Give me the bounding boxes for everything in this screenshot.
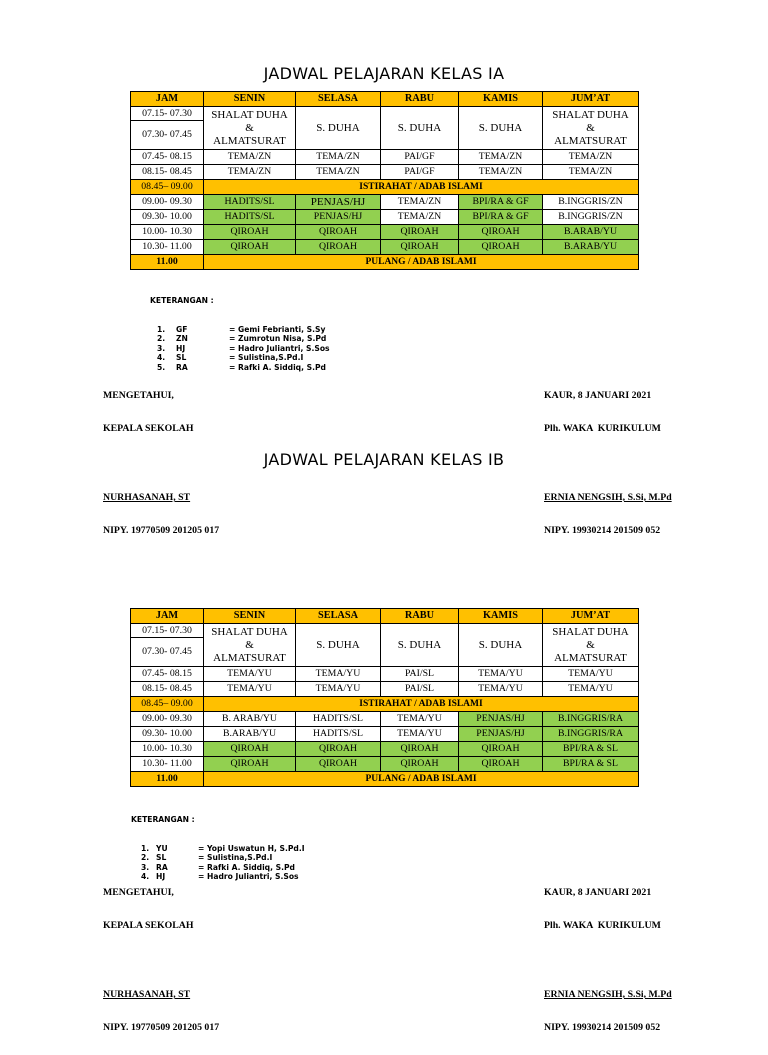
subject-cell: TEMA/YU — [296, 682, 381, 697]
subject-cell: BPI/RA & GF — [459, 210, 543, 225]
subject-cell: TEMA/ZN — [459, 150, 543, 165]
legend-number: 1. — [157, 324, 166, 334]
legend-item — [131, 853, 305, 863]
subject-cell: PAI/GF — [381, 165, 459, 180]
legend-item — [150, 353, 330, 363]
subject-cell: BPI/RA & SL — [543, 757, 639, 772]
subject-cell: QIROAH — [204, 757, 296, 772]
subject-cell: QIROAH — [381, 240, 459, 255]
schedule-table — [130, 608, 639, 787]
legend-name: = Hadro Juliantri, S.Sos — [198, 872, 299, 881]
time-cell: 10.30- 11.00 — [131, 757, 204, 772]
subject-cell: PENJAS/HJ — [459, 712, 543, 727]
signatory-id: NIPY. 19770509 201205 017 — [103, 525, 220, 536]
break-row — [131, 255, 639, 270]
opening-activity-cell: SHALAT DUHA & ALMATSURAT — [204, 107, 296, 150]
subject-cell: QIROAH — [381, 742, 459, 757]
legend-code: YU — [156, 843, 168, 853]
signature-acknowledgement: MENGETAHUI, — [103, 887, 174, 898]
column-header-jumat: JUM’AT — [543, 609, 639, 624]
table-body — [131, 624, 639, 787]
opening-activity-cell: S. DUHA — [296, 624, 381, 667]
legend-number: 4. — [141, 872, 150, 881]
break-label: PULANG / ADAB ISLAMI — [204, 255, 639, 270]
signature-acknowledgement: MENGETAHUI, — [103, 390, 174, 401]
legend-number: 2. — [157, 334, 166, 343]
subject-cell: TEMA/YU — [543, 682, 639, 697]
opening-activity-cell: S. DUHA — [296, 107, 381, 150]
signatory-name: NURHASANAH, ST — [103, 492, 191, 503]
subject-cell: TEMA/ZN — [296, 150, 381, 165]
subject-cell: TEMA/ZN — [204, 150, 296, 165]
opening-activity-cell: S. DUHA — [381, 107, 459, 150]
subject-cell: PENJAS/HJ — [296, 195, 381, 210]
legend-code: ZN — [176, 334, 188, 343]
time-cell: 10.00- 10.30 — [131, 742, 204, 757]
subject-cell: B.INGGRIS/ZN — [543, 195, 639, 210]
column-header-selasa: SELASA — [296, 609, 381, 624]
subject-cell: TEMA/YU — [204, 667, 296, 682]
legend-number: 3. — [157, 343, 166, 353]
legend-code: RA — [156, 862, 168, 872]
time-cell: 08.15- 08.45 — [131, 682, 204, 697]
table-head — [131, 92, 639, 107]
subject-cell: QIROAH — [296, 757, 381, 772]
subject-cell: BPI/RA & SL — [543, 742, 639, 757]
signature-place-date: KAUR, 8 JANUARI 2021 — [544, 390, 652, 401]
subject-cell: QIROAH — [204, 225, 296, 240]
subject-cell: TEMA/ZN — [204, 165, 296, 180]
signature-position: KEPALA SEKOLAH — [103, 920, 194, 931]
legend-code: SL — [176, 353, 187, 362]
subject-cell: TEMA/YU — [459, 667, 543, 682]
subject-cell: HADITS/SL — [296, 727, 381, 742]
lesson-row — [131, 165, 639, 180]
legend-item — [131, 844, 305, 854]
time-cell: 07.15- 07.30 — [131, 107, 204, 121]
subject-cell: B.ARAB/YU — [543, 240, 639, 255]
legend-code: HJ — [176, 343, 186, 353]
subject-cell: QIROAH — [459, 225, 543, 240]
column-header-senin: SENIN — [204, 92, 296, 107]
time-cell: 09.30- 10.00 — [131, 727, 204, 742]
subject-cell: QIROAH — [459, 240, 543, 255]
lesson-row — [131, 210, 639, 225]
legend-item — [150, 334, 330, 344]
lesson-row — [131, 225, 639, 240]
subject-cell: B.INGGRIS/RA — [543, 712, 639, 727]
subject-cell: TEMA/ZN — [381, 210, 459, 225]
time-cell: 10.00- 10.30 — [131, 225, 204, 240]
subject-cell: QIROAH — [459, 757, 543, 772]
opening-activity-cell: SHALAT DUHA & ALMATSURAT — [543, 624, 639, 667]
subject-cell: HADITS/SL — [204, 210, 296, 225]
subject-cell: TEMA/ZN — [381, 195, 459, 210]
subject-cell: TEMA/YU — [204, 682, 296, 697]
subject-cell: TEMA/ZN — [459, 165, 543, 180]
legend-name: = Yopi Uswatun H, S.Pd.I — [198, 843, 305, 853]
legend-name: = Hadro Juliantri, S.Sos — [229, 343, 330, 353]
subject-cell: QIROAH — [381, 757, 459, 772]
lesson-row — [131, 757, 639, 772]
time-cell: 07.45- 08.15 — [131, 667, 204, 682]
legend-name: = Sulistina,S.Pd.I — [198, 853, 273, 862]
legend-code: RA — [176, 362, 188, 372]
subject-cell: HADITS/SL — [296, 712, 381, 727]
subject-cell: B.INGGRIS/ZN — [543, 210, 639, 225]
signatory-name: NURHASANAH, ST — [103, 989, 191, 1000]
legend-number: 2. — [141, 853, 150, 862]
table-head — [131, 609, 639, 624]
time-cell: 07.30- 07.45 — [131, 121, 204, 150]
signatory-id: NIPY. 19930214 201509 052 — [544, 525, 661, 536]
time-cell: 08.45– 09.00 — [131, 697, 204, 712]
subject-cell: PAI/SL — [381, 682, 459, 697]
time-cell: 08.45– 09.00 — [131, 180, 204, 195]
legend-name: = Rafki A. Siddiq, S.Pd — [198, 862, 295, 872]
subject-cell: B.INGGRIS/RA — [543, 727, 639, 742]
signatory-name: ERNIA NENGSIH, S.Si, M.Pd — [544, 492, 672, 503]
subject-cell: QIROAH — [296, 240, 381, 255]
subject-cell: QIROAH — [296, 225, 381, 240]
subject-cell: BPI/RA & GF — [459, 195, 543, 210]
column-header-kamis: KAMIS — [459, 92, 543, 107]
lesson-row — [131, 150, 639, 165]
subject-cell: TEMA/YU — [381, 727, 459, 742]
opening-activity-cell: S. DUHA — [459, 107, 543, 150]
subject-cell: PAI/GF — [381, 150, 459, 165]
legend-number: 5. — [157, 362, 166, 372]
subject-cell: QIROAH — [459, 742, 543, 757]
column-header-selasa: SELASA — [296, 92, 381, 107]
lesson-row — [131, 667, 639, 682]
subject-cell: QIROAH — [296, 742, 381, 757]
legend-name: = Gemi Febrianti, S.Sy — [229, 324, 326, 334]
lesson-row — [131, 682, 639, 697]
schedule-table — [130, 91, 639, 270]
legend-heading: KETERANGAN : — [150, 296, 214, 305]
legend-number: 1. — [141, 843, 150, 853]
time-cell: 07.15- 07.30 — [131, 624, 204, 638]
subject-cell: B.ARAB/YU — [204, 727, 296, 742]
opening-activity-cell: S. DUHA — [459, 624, 543, 667]
column-header-rabu: RABU — [381, 609, 459, 624]
legend-number: 3. — [141, 862, 150, 872]
schedule-title: JADWAL PELAJARAN KELAS IB — [263, 450, 505, 469]
column-header-senin: SENIN — [204, 609, 296, 624]
schedule-title: JADWAL PELAJARAN KELAS IA — [263, 64, 505, 83]
time-cell: 07.30- 07.45 — [131, 638, 204, 667]
column-header-rabu: RABU — [381, 92, 459, 107]
lesson-row — [131, 742, 639, 757]
legend-name: = Sulistina,S.Pd.I — [229, 353, 304, 362]
subject-cell: B. ARAB/YU — [204, 712, 296, 727]
legend-item — [150, 344, 330, 354]
legend-code: HJ — [156, 872, 166, 881]
break-row — [131, 697, 639, 712]
lesson-row — [131, 240, 639, 255]
subject-cell: QIROAH — [204, 742, 296, 757]
opening-activity-cell: SHALAT DUHA & ALMATSURAT — [204, 624, 296, 667]
opening-activity-cell: SHALAT DUHA & ALMATSURAT — [543, 107, 639, 150]
subject-cell: PENJAS/HJ — [459, 727, 543, 742]
time-cell: 09.00- 09.30 — [131, 712, 204, 727]
break-row — [131, 772, 639, 787]
signatory-name: ERNIA NENGSIH, S.Si, M.Pd — [544, 989, 672, 1000]
lesson-row — [131, 712, 639, 727]
opening-row — [131, 624, 639, 638]
opening-row — [131, 107, 639, 121]
subject-cell: HADITS/SL — [204, 195, 296, 210]
signature-position: Plh. WAKA KURIKULUM — [544, 423, 661, 434]
subject-cell: B.ARAB/YU — [543, 225, 639, 240]
legend-items — [150, 325, 330, 373]
table-body — [131, 107, 639, 270]
time-cell: 09.00- 09.30 — [131, 195, 204, 210]
time-cell: 11.00 — [131, 255, 204, 270]
legend-code: GF — [176, 324, 188, 334]
subject-cell: PENJAS/HJ — [296, 210, 381, 225]
time-cell: 09.30- 10.00 — [131, 210, 204, 225]
subject-cell: TEMA/YU — [459, 682, 543, 697]
signature-curriculum — [544, 865, 672, 1055]
legend-code: SL — [156, 853, 167, 862]
break-row — [131, 180, 639, 195]
time-cell: 11.00 — [131, 772, 204, 787]
signature-place-date: KAUR, 8 JANUARI 2021 — [544, 887, 652, 898]
time-cell: 08.15- 08.45 — [131, 165, 204, 180]
subject-cell: TEMA/YU — [543, 667, 639, 682]
subject-cell: PAI/SL — [381, 667, 459, 682]
subject-cell: TEMA/ZN — [296, 165, 381, 180]
subject-cell: TEMA/ZN — [543, 150, 639, 165]
subject-cell: TEMA/YU — [296, 667, 381, 682]
column-header-kamis: KAMIS — [459, 609, 543, 624]
legend-item — [150, 325, 330, 335]
column-header-jam: JAM — [131, 92, 204, 107]
break-label: PULANG / ADAB ISLAMI — [204, 772, 639, 787]
subject-cell: QIROAH — [381, 225, 459, 240]
break-label: ISTIRAHAT / ADAB ISLAMI — [204, 180, 639, 195]
legend-heading: KETERANGAN : — [131, 815, 195, 824]
lesson-row — [131, 195, 639, 210]
signature-position: Plh. WAKA KURIKULUM — [544, 920, 661, 931]
column-header-jam: JAM — [131, 609, 204, 624]
subject-cell: TEMA/YU — [381, 712, 459, 727]
time-cell: 07.45- 08.15 — [131, 150, 204, 165]
legend-name: = Rafki A. Siddiq, S.Pd — [229, 362, 326, 372]
header-row — [131, 92, 639, 107]
signature-principal — [103, 862, 220, 1055]
legend-number: 4. — [157, 353, 166, 362]
opening-activity-cell: S. DUHA — [381, 624, 459, 667]
subject-cell: QIROAH — [204, 240, 296, 255]
signatory-id: NIPY. 19930214 201509 052 — [544, 1022, 661, 1033]
subject-cell: TEMA/ZN — [543, 165, 639, 180]
break-label: ISTIRAHAT / ADAB ISLAMI — [204, 697, 639, 712]
signatory-id: NIPY. 19770509 201205 017 — [103, 1022, 220, 1033]
legend-name: = Zumrotun Nisa, S.Pd — [229, 334, 327, 343]
header-row — [131, 609, 639, 624]
column-header-jumat: JUM’AT — [543, 92, 639, 107]
signature-position: KEPALA SEKOLAH — [103, 423, 194, 434]
lesson-row — [131, 727, 639, 742]
time-cell: 10.30- 11.00 — [131, 240, 204, 255]
